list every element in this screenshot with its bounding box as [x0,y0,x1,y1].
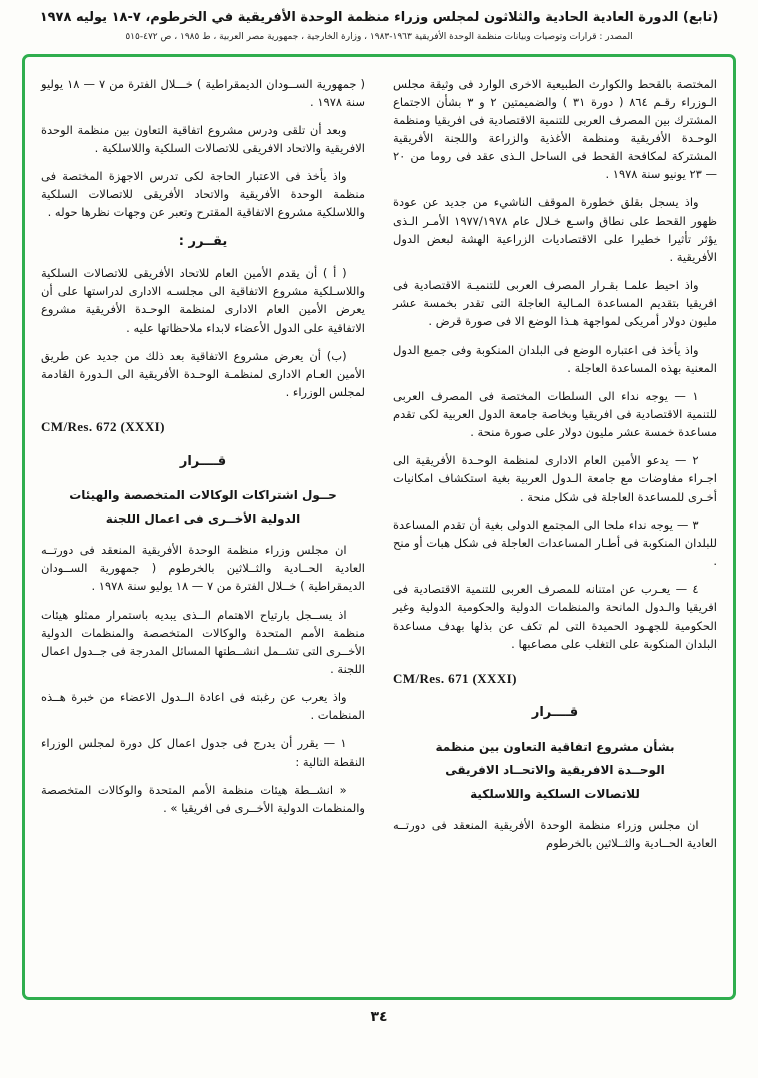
operative-clause-4: ٤ — يعـرب عن امتنانه للمصرف العربى للتنمية الاقتصادية فى افريقيا والـدول المانحة والمنظمات الدولية والحكومية الدولية وغير الحكومية للجهـود الحميدة التى لم تكف عن بذلها بهدف مساعدة البلدان المنكوبة على التغلب على مصاعبها . [393,582,717,651]
paragraph: ان مجلس وزراء منظمة الوحدة الأفريقية المنعقد فى دورتــه العادية الحــادية والثــلاثين بالخرطوم [393,818,717,851]
paragraph: واذ يأخذ فى الاعتبار الحاجة لكى تدرس الاجهزة المختصة فى منظمة الوحدة الأفريقية والاتحاد الأفريقى للاتصالات السلكية واللاسلكية مشروع الاتفاقية المقترح وتعبر عن وجهات نظرها حوله . [41,169,365,220]
resolution-title-line: حــول اشتراكات الوكالات المتخصصة والهيئات [69,488,337,503]
paragraph: اذ يســجل بارتياح الاهتمام الــذى يبديه باستمرار ممثلو هيئات منظمة الأمم المتحدة والوكالات المتخصصة والمنظمات الدولية الأخــرى التى تشــمل انشــطتها المسائل المدرجة فى جــدول اعمال اللجنة . [41,607,365,676]
session-title: (تابع) الدورة العادية الحادية والثلاثون لمجلس وزراء منظمة الوحدة الأفريقية في الخرطوم، ٧-١٨ يوليه ١٩٧٨ [39,10,719,25]
operative-clause-2: ٢ — يدعو الأمين العام الادارى لمنظمة الوحـدة الأفريقية الى اجـراء مفاوضات مع جامعة الـدول العربية بغية استكشاف امكانيات أخـرى للمساعدة العاجلة فى شكل منحة . [393,453,717,504]
paragraph: المختصة بالقحط والكوارث الطبيعية الاخرى الوارد فى وثيقة مجلس الـوزراء رقـم ٨٦٤ ( دورة ٣١ ) والضميمتين ٢ و ٣ بشأن الاجتماع المشترك بين المصرف العربى للتنمية الاقتصادية فى افريقيا ومنظمة الوحـدة الأفريقية ومنظمة الأغذية والزراعة واللجنة الأفريقية المشتركة لمكافحة القحط فى الساحل الـذى عقد فى روما من ٢٠ — ٢٣ يونيو سنة ١٩٧٨ . [393,76,717,182]
paragraph: واذ يأخذ فى اعتباره الوضع فى البلدان المنكوبة وفى جميع الدول المعنية بهذه المساعدة العاجلة . [393,342,717,375]
resolution-title-line: الوحــدة الافريقية والاتحــاد الافريقى [445,763,665,778]
operative-clause-3: ٣ — يوجه نداء ملحا الى المجتمع الدولى بغية أن تقدم المساعدة للبلدان المنكوبة فى أطـار المساعدات العاجلة فى شكل هبات أو منح . [393,517,717,569]
resolution-word: قــــرار [179,453,227,469]
resolution-title-line: بشأن مشروع اتفاقية التعاون بين منظمة [435,739,675,754]
column-left [41,75,365,983]
resolution-title-line: الدولية الأخــرى فى اعمال اللجنة [105,511,301,526]
quoted-agenda-item: « انشــطة هيئات منظمة الأمم المتحدة والوكالات المتخصصة والمنظمات الدولية الأخــرى فى افريقيا » . [41,782,365,815]
column-right [393,75,717,983]
resolution-number-671: CM/Res. 671 (XXXI) [393,670,517,686]
two-column-layout [41,75,717,983]
operative-clause-1: ١ — يوجه نداء الى السلطات المختصة فى المصرف العربى للتنمية الاقتصادية فى افريقيا وبخاصة جامعة الدول العربية لكى تقدم مساعدة خمسة عشر مليون دولار على صورة منحة . [393,388,717,440]
page-number: ٣٤ [370,1008,388,1025]
paragraph: واذ احيط علمـا بقـرار المصرف العربى للتنميـة الاقتصادية فى افريقيا بتقديم المساعدة المـالية العاجلة التى تقدر بخمسة عشر مليون دولار أمريكى لمواجهة هـذا الوضع الا فى صورة قرض . [393,278,717,329]
resolution-word: قــــرار [531,705,579,721]
paragraph: وبعد أن تلقى ودرس مشروع اتفاقية التعاون بين منظمة الوحدة الافريقية والاتحاد الافريقى للاتصالات السلكية واللاسلكية . [41,122,365,155]
source-citation: المصدر : قرارات وتوصيات وبيانات منظمة الوحدة الأفريقية ١٩٦٣-١٩٨٣ ، وزارة الخارجية ، جمهورية مصر العربية ، ط ١٩٨٥ ، ص ٤٧٢-٥١٥ [125,31,633,42]
clause-a: ( أ ) أن يقدم الأمين العام للاتحاد الأفريقى للاتصالات السلكية واللاسـلكية مشروع الاتفاقية الى مجلسـه الادارى لدراستها على أن يعرض الأمين العام الادارى لمنظمة الوحـدة الأفريقية مشروع الاتفاقية على الدول الأعضاء لابداء ملاحظاتها عليه . [41,266,365,335]
decides-heading: يقــرر : [178,233,228,249]
paragraph: واذ يعرب عن رغبته فى اعادة الــدول الاعضاء من خبرة هــذه المنظمات . [41,690,365,723]
clause-b: (ب) أن يعرض مشروع الاتفاقية بعد ذلك من جديد عن طريق الأمين العـام الادارى لمنظمـة الوحـدة الأفريقية الى الـدورة القادمة لمجلس الوزراء . [41,348,365,400]
resolution-number-672: CM/Res. 672 (XXXI) [41,419,165,435]
content-frame [22,54,736,1000]
paragraph: ان مجلس وزراء منظمة الوحدة الأفريقية المنعقد فى دورتــه العادية الحــادية والثــلاثين بالخرطوم ( جمهورية الســودان الديمقراطية ) خــلال الفترة من ٧ — ١٨ يوليو سنة ١٩٧٨ . [41,543,365,594]
paragraph: واذ يسجل بقلق خطورة الموقف الناشيء من جديد عن عودة ظهور القحط على نطاق واسـع خـلال عام ١٩٧٧/١٩٧٨ الأمـر الـذى يؤثر تأثيرا خطيرا على الاقتصاديات الزراعية الهشة لبعض الدول الأفريقية . [393,195,718,264]
operative-clause-1: ١ — يقرر أن يدرج فى جدول اعمال كل دورة لمجلس الوزراء النقطة التالية : [41,736,365,769]
page-header [10,8,748,42]
resolution-title-line: للاتصالات السلكية واللاسلكية [470,786,640,801]
paragraph: ( جمهورية الســودان الديمقراطية ) خـــلال الفترة من ٧ — ١٨ يوليو سنة ١٩٧٨ . [41,76,365,109]
